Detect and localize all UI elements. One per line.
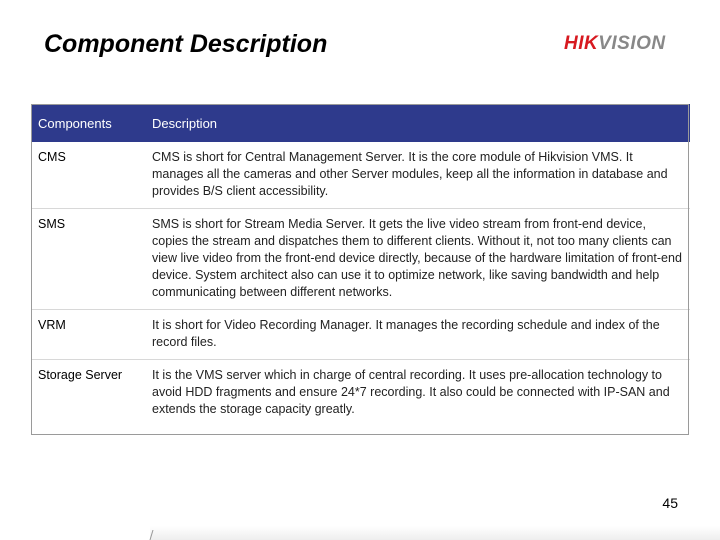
- logo-part-hik: HIK: [564, 33, 599, 54]
- component-description: It is short for Video Recording Manager. It manages the recording schedule and index of the record files.: [152, 310, 690, 360]
- slide-title: Component Description: [44, 30, 328, 58]
- header-components: Components: [31, 104, 152, 142]
- component-description: SMS is short for Stream Media Server. It gets the live video stream from front-end device, copies the stream and dispatches them to different clients. Without it, not too many clients can view live video from the front-end device directly, because of the hardware limitation of front-end device. System architect also can use it to optimize network, like saving bandwidth and help communicating between different networks.: [152, 209, 690, 310]
- hikvision-logo: [564, 33, 666, 55]
- component-table: [31, 104, 690, 426]
- component-name: SMS: [31, 209, 152, 310]
- component-name: CMS: [31, 142, 152, 209]
- logo-part-vision: VISION: [598, 33, 666, 54]
- table-row: [31, 209, 690, 310]
- header-description: Description: [152, 104, 690, 142]
- table-row: [31, 360, 690, 427]
- component-name: Storage Server: [38, 368, 123, 382]
- component-description: CMS is short for Central Management Server. It is the core module of Hikvision VMS. It manages all the cameras and other Server modules, keep all the information in database and provides B/S client accessibility.: [152, 142, 690, 209]
- table-row: [31, 310, 690, 360]
- footer-decoration: [0, 530, 720, 540]
- table-row: [31, 142, 690, 209]
- component-name: VRM: [31, 310, 152, 360]
- table-header-row: [31, 104, 690, 142]
- page-number: 45: [662, 495, 678, 511]
- component-description: It is the VMS server which in charge of central recording. It uses pre-allocation technology to avoid HDD fragments and ensure 24*7 recording. It also could be connected with IP-SAN and extends the storage capacity greatly.: [152, 368, 670, 416]
